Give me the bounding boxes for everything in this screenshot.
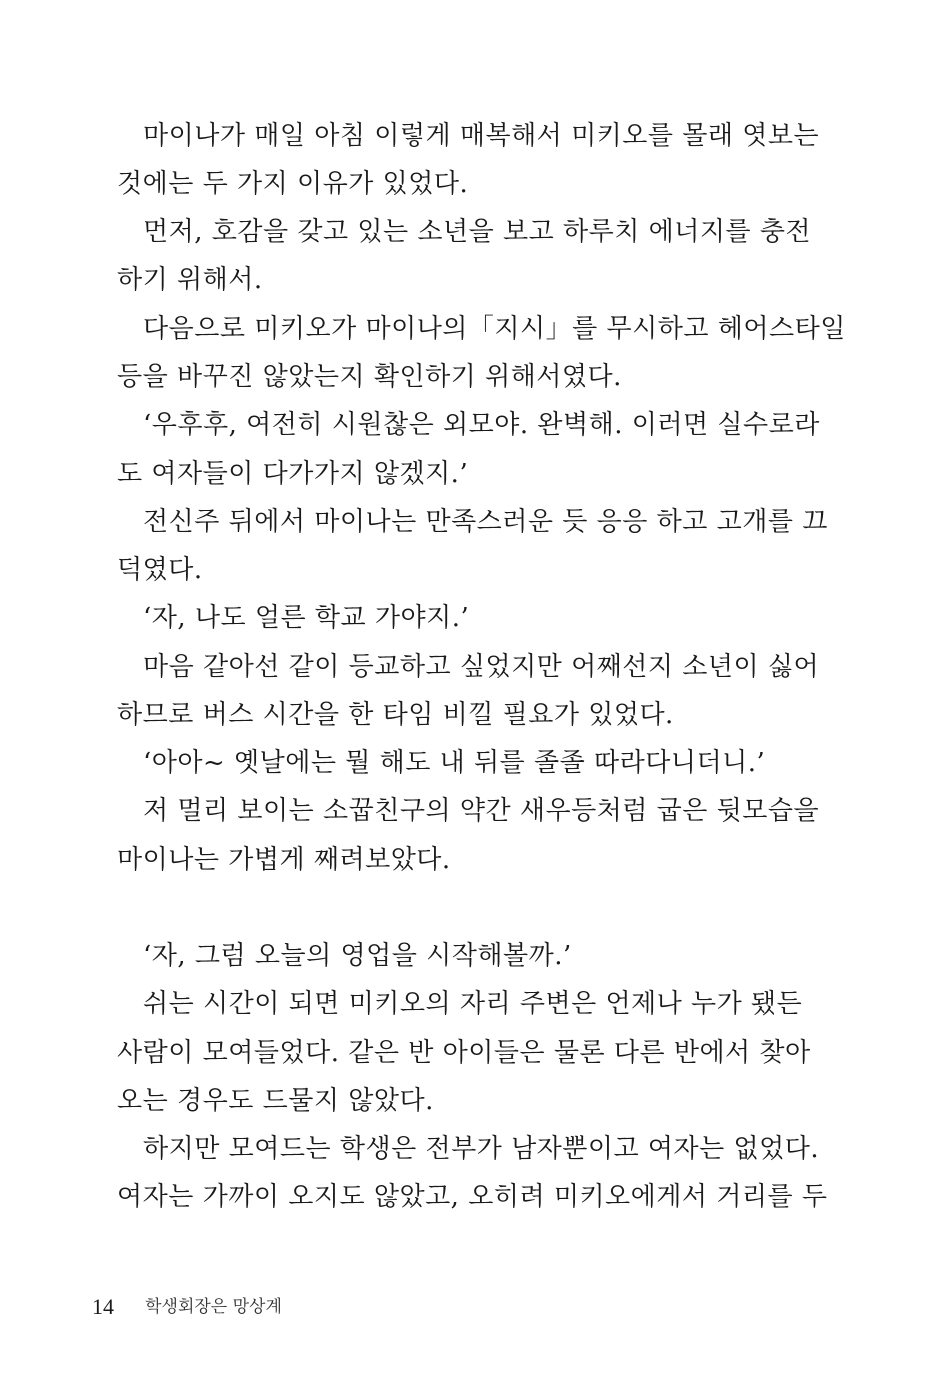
text-line: 마이나는 가볍게 째려보았다. (117, 845, 451, 875)
text-line: 사람이 모여들었다. 같은 반 아이들은 물론 다른 반에서 찾아 (117, 1038, 811, 1068)
text-line: 다음으로 미키오가 마이나의「지시」를 무시하고 헤어스타일 (143, 314, 846, 344)
text-line: 오는 경우도 드물지 않았다. (117, 1086, 434, 1116)
text-line: 등을 바꾸진 않았는지 확인하기 위해서였다. (117, 362, 622, 392)
page-footer (92, 1292, 282, 1322)
text-line: 하지만 모여드는 학생은 전부가 남자뿐이고 여자는 없었다. (143, 1134, 820, 1164)
text-line: 먼저, 호감을 갖고 있는 소년을 보고 하루치 에너지를 충전 (143, 217, 812, 247)
text-line: 여자는 가까이 오지도 않았고, 오히려 미키오에게서 거리를 두 (117, 1182, 828, 1212)
text-line: 쉬는 시간이 되면 미키오의 자리 주변은 언제나 누가 됐든 (143, 989, 803, 1019)
text-line: 것에는 두 가지 이유가 있었다. (117, 169, 469, 199)
text-line: 전신주 뒤에서 마이나는 만족스러운 듯 응응 하고 고개를 끄 (143, 507, 828, 537)
text-line: 마음 같아선 같이 등교하고 싶었지만 어째선지 소년이 싫어 (143, 652, 820, 682)
text-line: 마이나가 매일 아침 이렇게 매복해서 미키오를 몰래 엿보는 (143, 121, 820, 151)
text-line: 저 멀리 보이는 소꿉친구의 약간 새우등처럼 굽은 뒷모습을 (143, 796, 820, 826)
text-line: ‘자, 그럼 오늘의 영업을 시작해볼까.’ (143, 941, 572, 971)
text-line: 하므로 버스 시간을 한 타임 비낄 필요가 있었다. (117, 700, 674, 730)
text-line: 하기 위해서. (117, 265, 263, 295)
text-line: 덕였다. (117, 555, 203, 585)
page-number: 14 (92, 1294, 114, 1319)
text-line: ‘아아~ 옛날에는 뭘 해도 내 뒤를 졸졸 따라다니더니.’ (143, 748, 766, 778)
text-line: 도 여자들이 다가가지 않겠지.’ (117, 459, 469, 489)
running-title: 학생회장은 망상계 (145, 1297, 282, 1317)
text-line: ‘자, 나도 얼른 학교 가야지.’ (143, 603, 470, 633)
text-line: ‘우후후, 여전히 시원찮은 외모야. 완벽해. 이러면 실수로라 (143, 410, 820, 440)
